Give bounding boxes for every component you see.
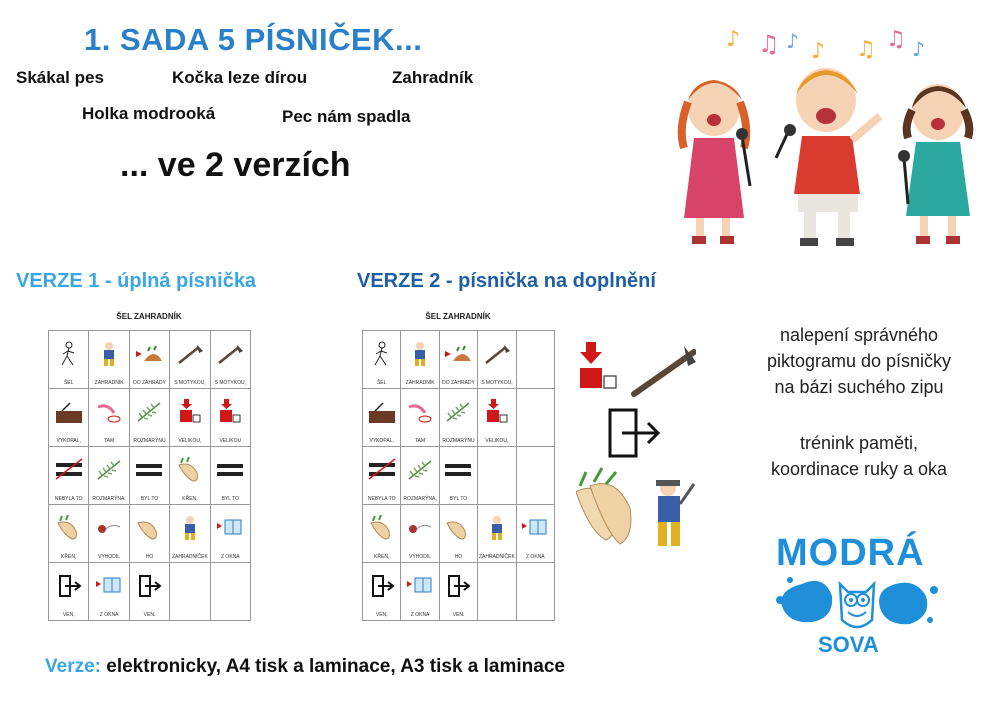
- worksheet-title: ŠEL ZAHRADNÍK: [425, 312, 491, 321]
- pictogram-cell: [440, 331, 478, 389]
- pictogram-icon: [52, 566, 85, 606]
- desc-line: piktogramu do písničky: [766, 351, 952, 372]
- pictogram-cell: [440, 389, 478, 447]
- pictogram-caption: BYL TO: [221, 496, 239, 502]
- pictogram-caption: VEN,: [375, 612, 388, 618]
- pictogram-caption: ŠEL: [63, 380, 74, 386]
- pictogram-cell: [517, 563, 555, 621]
- pictogram-icon: [133, 334, 166, 374]
- pictogram-cell: [517, 331, 555, 389]
- pictogram-icon: [92, 450, 125, 490]
- singing-kids-illustration: [676, 8, 988, 250]
- pictogram-caption: TAM: [104, 438, 115, 444]
- pictogram-caption: HO: [454, 554, 463, 560]
- pictogram-icon: [133, 566, 166, 606]
- pictogram-cell: [517, 505, 555, 563]
- pictogram-icon: [92, 566, 125, 606]
- empty-slot: [214, 566, 247, 606]
- pictogram-icon: [481, 508, 512, 548]
- pictogram-cell: [89, 563, 129, 621]
- music-notes-icon: [726, 27, 876, 64]
- pictogram-cell: [401, 331, 439, 389]
- pictogram-icon: [443, 450, 474, 490]
- owl-logo-icon: [772, 570, 942, 636]
- big-small-icon: [580, 342, 616, 388]
- pictogram-icon: [366, 450, 397, 490]
- pictogram-cell: [130, 505, 170, 563]
- versions-footer: [45, 656, 565, 678]
- pictogram-cell: [130, 563, 170, 621]
- pictogram-caption: DO ZAHRADY: [442, 380, 475, 386]
- exit-icon: [610, 410, 658, 456]
- pictogram-cell: [517, 447, 555, 505]
- pictogram-cell: [478, 389, 516, 447]
- pictogram-caption: ZAHRADNÍK: [94, 380, 124, 386]
- footer-label: Verze:: [45, 656, 101, 677]
- brand-sub: SOVA: [818, 632, 879, 657]
- description-training: [728, 430, 990, 482]
- pictogram-icon: [443, 392, 474, 432]
- empty-slot: [520, 566, 551, 606]
- pictogram-cell: [49, 389, 89, 447]
- pictogram-cell: [130, 331, 170, 389]
- pictogram-cell: [478, 331, 516, 389]
- pictogram-cell: [440, 563, 478, 621]
- pictogram-icon: [173, 450, 206, 490]
- svg-text:♪: ♪: [786, 29, 799, 53]
- pictogram-cell: [401, 447, 439, 505]
- svg-text:♫: ♫: [758, 30, 780, 58]
- pictogram-icon: [133, 508, 166, 548]
- pictogram-icon: [92, 508, 125, 548]
- pictogram-cell: [478, 563, 516, 621]
- pictogram-icon: [404, 334, 435, 374]
- pictogram-cell: [363, 563, 401, 621]
- pictogram-caption: Z OKNA: [220, 554, 240, 560]
- subtitle: ... ve 2 verzích: [120, 146, 351, 184]
- pictogram-caption: VELIKOU,: [178, 438, 202, 444]
- pictogram-icon: [404, 392, 435, 432]
- loose-pictograms: [576, 336, 696, 556]
- worksheet-title: ŠEL ZAHRADNÍK: [116, 312, 182, 321]
- pictogram-cell: [478, 505, 516, 563]
- pictogram-icon: [173, 392, 206, 432]
- pictogram-cell: [211, 447, 251, 505]
- pictogram-caption: S MOTYKOU,: [214, 380, 246, 386]
- pictogram-icon: [443, 334, 474, 374]
- pictogram-icon: [214, 508, 247, 548]
- brand-name: MODRÁ: [776, 532, 925, 574]
- pictogram-icon: [366, 566, 397, 606]
- pictogram-caption: ŠEL: [376, 380, 387, 386]
- pictogram-icon: [92, 392, 125, 432]
- pictogram-icon: [52, 508, 85, 548]
- horseradish-icon: [576, 468, 631, 544]
- pictogram-caption: HO: [145, 554, 154, 560]
- pictogram-icon: [133, 392, 166, 432]
- desc-line: koordinace ruky a oka: [770, 459, 948, 480]
- pictogram-cell: [517, 389, 555, 447]
- pictogram-cell: [363, 505, 401, 563]
- pictogram-cell: [401, 505, 439, 563]
- svg-text:♪: ♪: [726, 27, 741, 52]
- pictogram-caption: NEBYLA TO: [367, 496, 396, 502]
- pictogram-cell: [363, 447, 401, 505]
- pictogram-cell: [440, 447, 478, 505]
- desc-line: trénink paměti,: [799, 433, 919, 453]
- pictogram-caption: VEN,: [62, 612, 75, 618]
- pictogram-cell: [440, 505, 478, 563]
- pictogram-icon: [366, 334, 397, 374]
- pictogram-icon: [481, 334, 512, 374]
- version-1-label: VERZE 1 - úplná písnička: [16, 270, 257, 292]
- pictogram-caption: VYHODIL: [98, 554, 121, 560]
- pictogram-caption: NEBYLA TO: [54, 496, 83, 502]
- pictogram-caption: ROZMARÝNA,: [403, 496, 437, 502]
- pictogram-caption: VEN.: [452, 612, 465, 618]
- pictogram-icon: [52, 334, 85, 374]
- pictogram-caption: VELIKOU,: [485, 438, 509, 444]
- song-1: Skákal pes: [16, 68, 104, 87]
- pictogram-cell: [211, 505, 251, 563]
- pictogram-icon: [366, 508, 397, 548]
- song-4: Holka modrooká: [82, 104, 216, 123]
- pictogram-icon: [173, 508, 206, 548]
- pictogram-cell: [211, 389, 251, 447]
- empty-slot: [520, 392, 551, 432]
- pictogram-cell: [49, 563, 89, 621]
- pictogram-cell: [170, 505, 210, 563]
- pictogram-cell: [130, 447, 170, 505]
- pictogram-icon: [404, 566, 435, 606]
- empty-slot: [481, 450, 512, 490]
- pictogram-cell: [478, 447, 516, 505]
- pictogram-cell: [363, 331, 401, 389]
- pictogram-cell: [363, 389, 401, 447]
- song-3: Zahradník: [392, 68, 474, 87]
- pictogram-cell: [170, 563, 210, 621]
- pictogram-icon: [52, 392, 85, 432]
- pictogram-cell: [130, 389, 170, 447]
- pictogram-icon: [214, 334, 247, 374]
- pictogram-cell: [170, 447, 210, 505]
- pictogram-caption: DO ZAHRADY: [133, 380, 166, 386]
- svg-text:♪: ♪: [912, 37, 925, 61]
- pictogram-grid: [362, 330, 555, 621]
- pictogram-caption: KŘEN,: [182, 496, 198, 502]
- pictogram-icon: [214, 392, 247, 432]
- pictogram-caption: Z OKNA: [410, 612, 430, 618]
- pictogram-caption: VYKOPAL,: [369, 438, 394, 444]
- pictogram-icon: [173, 334, 206, 374]
- song-5: Pec nám spadla: [282, 107, 411, 126]
- worksheet-version-2: [358, 308, 558, 623]
- pictogram-icon: [52, 450, 85, 490]
- pictogram-cell: [170, 389, 210, 447]
- pictogram-cell: [49, 331, 89, 389]
- empty-slot: [481, 566, 512, 606]
- gardener-icon: [656, 480, 694, 546]
- pictogram-caption: ZAHRADNÍČEK: [171, 554, 208, 560]
- pictogram-caption: BYL TO: [449, 496, 468, 502]
- pictogram-cell: [211, 563, 251, 621]
- pictogram-caption: KŘEN,: [61, 554, 77, 560]
- pictogram-cell: [89, 505, 129, 563]
- svg-text:♪: ♪: [811, 39, 826, 64]
- pictogram-caption: VEN.: [143, 612, 156, 618]
- pictogram-caption: Z OKNA: [99, 612, 119, 618]
- pictogram-caption: ROZMARÝNU: [442, 438, 475, 444]
- pictogram-caption: KŘEN,: [374, 554, 390, 560]
- pictogram-cell: [49, 447, 89, 505]
- pictogram-caption: BYL TO: [140, 496, 159, 502]
- pictogram-caption: VYHODIL: [409, 554, 432, 560]
- pictogram-caption: VELIKOU: [219, 438, 242, 444]
- pictogram-caption: TAM: [415, 438, 426, 444]
- pictogram-caption: Z OKNA: [525, 554, 545, 560]
- svg-text:♫: ♫: [856, 37, 876, 62]
- pictogram-caption: ROZMARÝNA,: [92, 496, 126, 502]
- pictogram-icon: [443, 566, 474, 606]
- pictogram-icon: [92, 334, 125, 374]
- pictogram-icon: [404, 450, 435, 490]
- pictogram-cell: [211, 331, 251, 389]
- description-sticking: [728, 322, 990, 400]
- song-2: Kočka leze dírou: [172, 68, 308, 87]
- pictogram-cell: [401, 389, 439, 447]
- pictogram-cell: [89, 331, 129, 389]
- pictogram-icon: [443, 508, 474, 548]
- svg-text:♫: ♫: [886, 27, 906, 52]
- pictogram-cell: [401, 563, 439, 621]
- pictogram-caption: ZAHRADNÍČEK: [478, 554, 515, 560]
- pictogram-icon: [214, 450, 247, 490]
- empty-slot: [173, 566, 206, 606]
- pictogram-grid: [48, 330, 251, 621]
- desc-line: na bázi suchého zipu: [774, 377, 944, 398]
- pictogram-cell: [89, 447, 129, 505]
- pictogram-cell: [170, 331, 210, 389]
- pictogram-icon: [404, 508, 435, 548]
- pictogram-caption: VYKOPAL,: [56, 438, 81, 444]
- pictogram-caption: S MOTYKOU,: [481, 380, 513, 386]
- page-title: 1. SADA 5 PÍSNIČEK...: [84, 22, 423, 57]
- pictogram-caption: S MOTYKOU,: [174, 380, 206, 386]
- pictogram-cell: [89, 389, 129, 447]
- empty-slot: [520, 334, 551, 374]
- hoe-icon: [634, 346, 696, 394]
- pictogram-icon: [520, 508, 551, 548]
- pictogram-icon: [481, 392, 512, 432]
- pictogram-icon: [133, 450, 166, 490]
- footer-text: elektronicky, A4 tisk a laminace, A3 tisk a laminace: [100, 656, 565, 677]
- desc-line: nalepení správného: [779, 325, 939, 345]
- empty-slot: [520, 450, 551, 490]
- pictogram-caption: ROZMARÝNU: [133, 438, 166, 444]
- pictogram-icon: [366, 392, 397, 432]
- pictogram-cell: [49, 505, 89, 563]
- pictogram-caption: ZAHRADNÍK: [405, 380, 435, 386]
- version-2-label: VERZE 2 - písnička na doplnění: [357, 270, 656, 292]
- worksheet-version-1: [44, 308, 254, 623]
